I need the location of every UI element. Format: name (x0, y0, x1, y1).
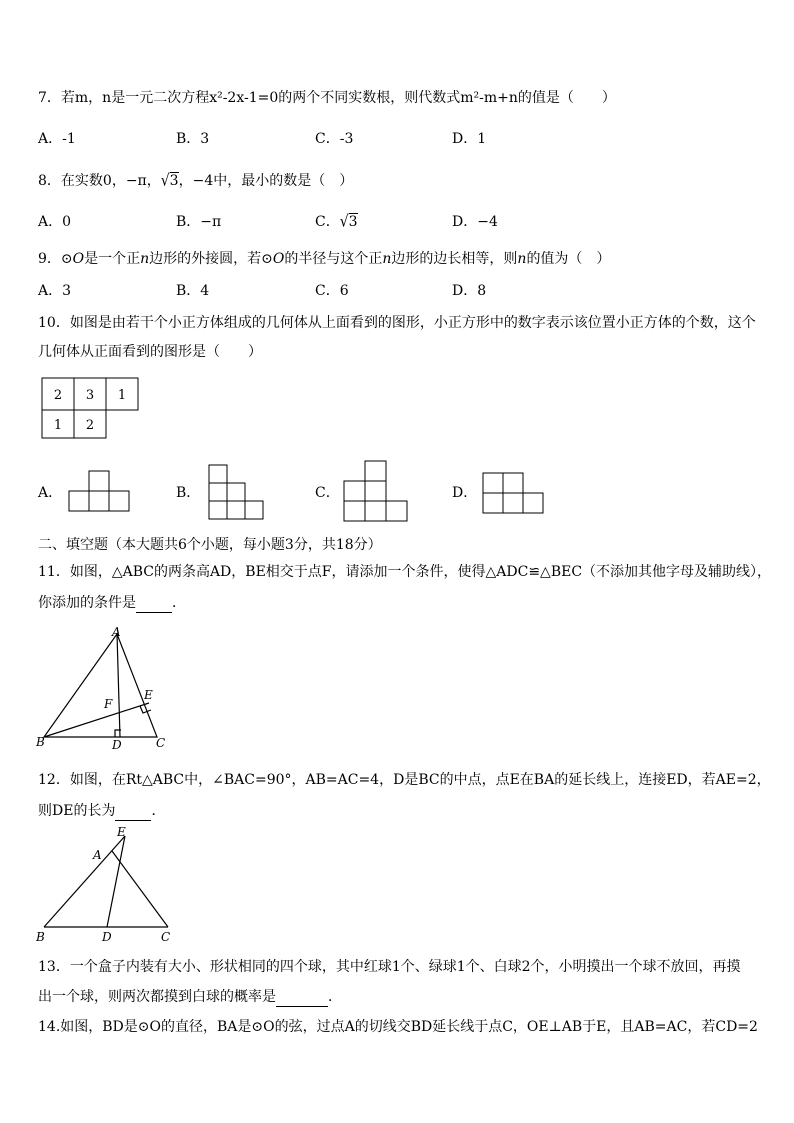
q9-stem-part: O (272, 251, 285, 267)
q8-option-b: B．−π (176, 214, 222, 230)
q8-stem-part-b: ，−4中，最小的数是（ ） (178, 173, 354, 189)
vertex-label-e: E (117, 826, 126, 839)
question-10-stem-line2: 几何体从正面看到的图形是（ ） (38, 344, 262, 360)
question-13-stem-line1: 13．一个盒子内装有大小、形状相同的四个球，其中红球1个、绿球1个、白球2个，小明摸出一个球不放回，再摸 (38, 959, 741, 975)
q9-option-b: B．4 (176, 283, 210, 299)
q10-option-b-label: B． (176, 485, 201, 501)
q8-option-d: D．−4 (452, 214, 498, 230)
q9-option-d: D．8 (452, 283, 487, 299)
q7-option-b: B．3 (176, 131, 210, 147)
q9-option-a: A．3 (38, 283, 72, 299)
q11-triangle-figure (32, 624, 174, 752)
vertex-label-d: D (102, 930, 112, 944)
grid-number: 3 (85, 388, 95, 403)
question-10-stem-line1: 10．如图是由若干个小正方体组成的几何体从上面看到的图形，小正方形中的数字表示该位置小正方体的个数，这个 (38, 315, 756, 331)
vertex-label-f: F (104, 697, 113, 711)
question-12-stem-line2 (38, 802, 165, 821)
q9-stem-part: 的半径与这个正 (284, 251, 383, 267)
question-11-stem-line2 (38, 594, 186, 613)
q10-option-a-figure (68, 468, 130, 514)
question-7-stem: 7．若m，n是一元二次方程x²-2x-1=0的两个不同实数根，则代数式m²-m+n的值是（ ） (38, 90, 616, 106)
q10-option-c-figure (343, 460, 409, 523)
question-12-stem-line1: 12．如图，在Rt△ABC中，∠BAC=90°，AB=AC=4，D是BC的中点，点E在BA的延长线上，连接ED，若AE=2， (38, 772, 771, 788)
q9-stem-part: 是一个正 (84, 251, 141, 267)
q8-option-a: A．0 (38, 214, 72, 230)
q10-top-view-grid (38, 374, 142, 442)
grid-number: 1 (53, 418, 63, 433)
q9-stem-part: 9．⊙ (38, 251, 73, 267)
q12-triangle-figure (34, 826, 178, 946)
q10-option-a-label: A． (38, 485, 63, 501)
vertex-label-a: A (93, 848, 102, 862)
q7-option-a: A．-1 (38, 131, 76, 147)
q8-option-c-label: C． (315, 214, 340, 230)
q8-sqrt-radicand: 3 (169, 173, 179, 189)
question-14-stem-line1: 14.如图，BD是⊙O的直径，BA是⊙O的弦，过点A的切线交BD延长线于点C，OE⊥AB于E，且AB=AC，若CD=2 (38, 1019, 758, 1035)
q9-stem-part: 边形的外接圆，若⊙ (149, 251, 273, 267)
answer-blank (136, 594, 172, 613)
q13-stem-text: 出一个球，则两次都摸到白球的概率是 (38, 989, 276, 1005)
vertex-label-c: C (156, 736, 166, 750)
q10-option-d-figure (482, 472, 546, 516)
q9-stem-part: n (382, 251, 392, 267)
grid-number: 1 (117, 388, 127, 403)
q9-stem-part: n (517, 251, 527, 267)
answer-blank (276, 988, 328, 1007)
vertex-label-a: A (112, 625, 121, 639)
question-9-stem (38, 250, 610, 268)
q10-option-c-label: C． (315, 485, 340, 501)
vertex-label-e: E (144, 688, 153, 702)
q8-option-c (315, 213, 358, 231)
answer-blank (115, 802, 151, 821)
q10-option-b-figure (208, 464, 266, 522)
q7-option-c: C．-3 (315, 131, 354, 147)
q8-stem-part-a: 8．在实数0，−π， (38, 173, 161, 189)
q13-stem-end: ． (328, 989, 342, 1005)
q12-stem-end: ． (151, 803, 166, 819)
question-8-stem (38, 172, 353, 190)
q8-option-c-radicand: 3 (348, 214, 358, 230)
q11-stem-end: ． (172, 595, 186, 611)
vertex-label-c: C (161, 930, 171, 944)
grid-number: 2 (85, 418, 95, 433)
sqrt-symbol: √ (339, 212, 349, 232)
q10-option-d-label: D． (452, 485, 478, 501)
q9-stem-part: 边形的边长相等，则 (391, 251, 518, 267)
q9-stem-part: O (72, 251, 85, 267)
question-11-stem-line1: 11．如图，△ABC的两条高AD，BE相交于点F，请添加一个条件，使得△ADC≌△BEC（不添加其他字母及辅助线）， (38, 564, 772, 580)
q11-stem-text: 你添加的条件是 (38, 595, 136, 611)
section-heading: 二、填空题（本大题共6个小题，每小题3分，共18分） (38, 537, 382, 553)
sqrt-symbol: √ (160, 171, 170, 191)
q12-stem-text: 则DE的长为 (38, 803, 116, 819)
q9-option-c: C．6 (315, 283, 349, 299)
vertex-label-b: B (36, 735, 45, 749)
q9-stem-part: n (140, 251, 150, 267)
q9-stem-part: 的值为（ ） (526, 251, 611, 267)
question-13-stem-line2 (38, 988, 342, 1007)
vertex-label-b: B (36, 930, 45, 944)
vertex-label-d: D (112, 738, 122, 752)
q7-option-d: D．1 (452, 131, 487, 147)
grid-number: 2 (53, 388, 63, 403)
